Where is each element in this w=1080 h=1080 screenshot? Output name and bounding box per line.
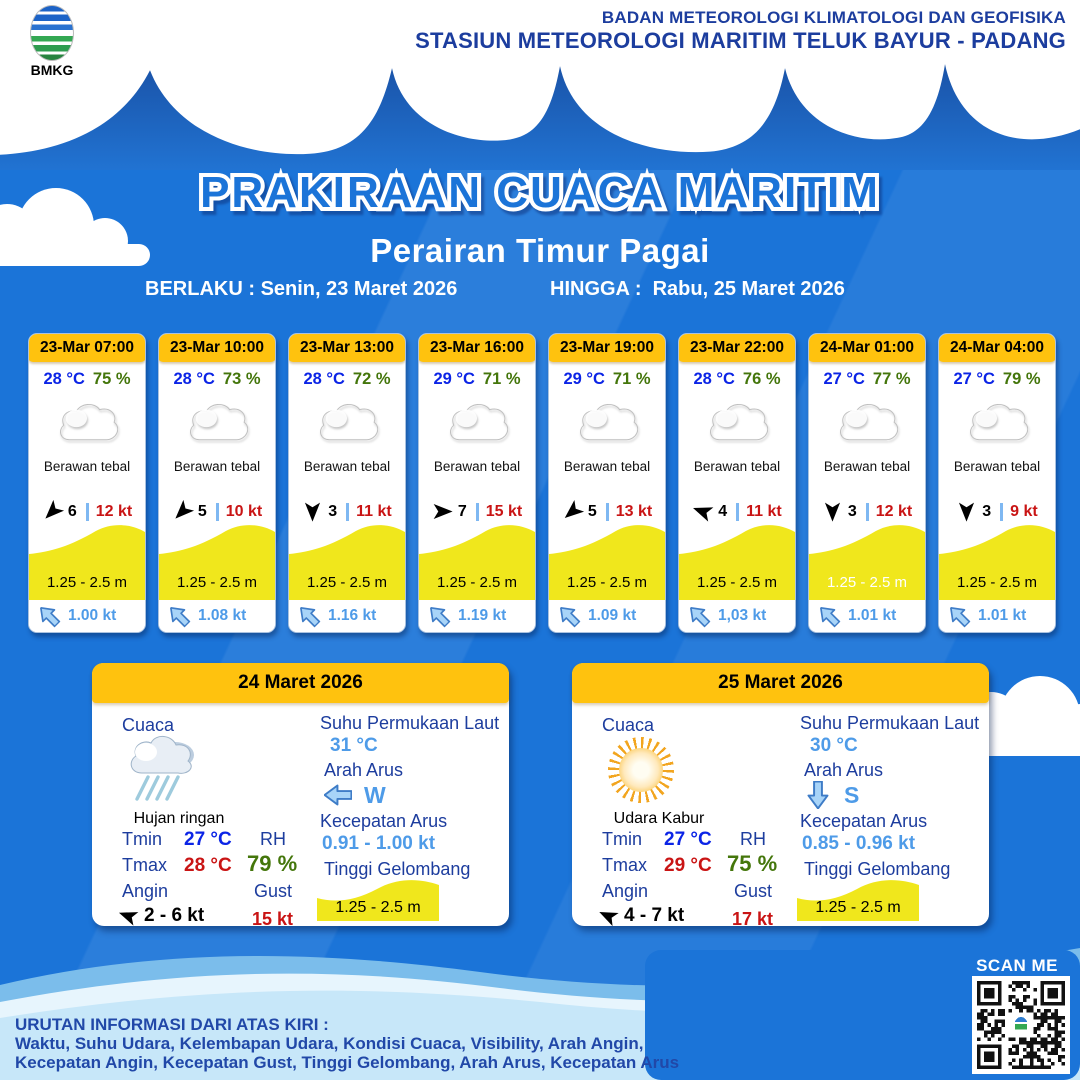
daily-date: 25 Maret 2026	[572, 663, 989, 703]
air-temperature: 27 °C	[823, 370, 865, 388]
weather-condition: Berawan tebal	[173, 459, 261, 474]
daily-forecast-card	[92, 663, 509, 929]
tmax-label: Tmax	[602, 855, 647, 875]
current-direction-icon	[552, 599, 586, 633]
validity-row	[0, 278, 1080, 304]
wave-height-section	[549, 524, 665, 600]
wind-row	[118, 905, 204, 927]
wave-height-section	[159, 524, 275, 600]
divider	[1000, 503, 1003, 521]
hourly-forecast-card	[28, 333, 146, 633]
tmax-value: 29 °C	[664, 855, 712, 876]
wave-height-section	[809, 524, 925, 600]
forecast-time: 23-Mar 22:00	[678, 333, 796, 362]
current-speed-value: 0.91 - 1.00 kt	[322, 833, 436, 854]
relative-humidity: 73 %	[222, 370, 261, 388]
bmkg-logo-label: BMKG	[30, 62, 74, 78]
current-row	[419, 600, 535, 632]
current-dir-label: Arah Arus	[324, 760, 404, 780]
hourly-forecast-card	[938, 333, 1056, 633]
wave-height: 1.25 - 2.5 m	[566, 574, 648, 591]
wind-range: 4 - 7 kt	[624, 905, 685, 926]
relative-humidity: 75 %	[92, 370, 131, 388]
forecast-time: 23-Mar 19:00	[548, 333, 666, 362]
wave-height-section	[679, 524, 795, 600]
wave-height-section	[419, 524, 535, 600]
current-row	[939, 600, 1055, 632]
hourly-forecast-card	[288, 333, 406, 633]
wind-row	[159, 501, 275, 522]
rh-value: 79 %	[247, 851, 298, 876]
current-direction-icon	[292, 599, 326, 633]
relative-humidity: 71 %	[612, 370, 651, 388]
cloud-icon	[966, 400, 1028, 446]
hourly-forecast-card	[548, 333, 666, 633]
current-dir-label: Arah Arus	[804, 760, 884, 780]
wind-speed: 11 kt	[746, 502, 782, 520]
cuaca-label: Cuaca	[602, 715, 655, 735]
relative-humidity: 71 %	[482, 370, 521, 388]
wave-height-box	[797, 876, 919, 921]
wave-height: 1.25 - 2.5 m	[176, 574, 258, 591]
current-speed: 1.16 kt	[328, 607, 377, 624]
wind-row	[549, 501, 665, 522]
daily-date: 24 Maret 2026	[92, 663, 509, 703]
wind-range: 2 - 6 kt	[144, 905, 205, 926]
cloud-icon	[316, 400, 378, 446]
current-speed: 1.19 kt	[458, 607, 507, 624]
current-row	[679, 600, 795, 632]
divider	[346, 503, 349, 521]
hourly-forecast-card	[678, 333, 796, 633]
wave-height: 1.25 - 2.5 m	[46, 574, 128, 591]
temp-humidity-row	[159, 370, 275, 389]
weather-condition: Berawan tebal	[563, 459, 651, 474]
legend-line1: Waktu, Suhu Udara, Kelembapan Udara, Kondisi Cuaca, Visibility, Arah Angin,	[15, 1034, 644, 1053]
wave-height-section	[939, 524, 1055, 600]
wave-height: 1.25 - 2.5 m	[696, 574, 778, 591]
wave-height-value: 1.25 - 2.5 m	[815, 899, 901, 916]
qr-center-logo	[1013, 1015, 1029, 1031]
wind-speed: 10 kt	[225, 502, 263, 520]
wind-row	[809, 501, 925, 522]
legend-info	[15, 1015, 679, 1072]
qr-code	[972, 976, 1070, 1074]
divider	[606, 503, 609, 521]
current-speed: 1.01 kt	[848, 607, 897, 624]
relative-humidity: 77 %	[872, 370, 911, 388]
current-direction-icon	[804, 781, 832, 809]
top-wave-decoration	[0, 58, 1080, 170]
cloud-icon	[186, 400, 248, 446]
rh-label: RH	[740, 829, 766, 849]
rh-value: 75 %	[727, 851, 778, 876]
temp-humidity-row	[939, 370, 1055, 389]
bmkg-logo	[20, 5, 84, 78]
weather-icon	[122, 735, 202, 805]
area-title: Perairan Timur Pagai	[370, 232, 710, 269]
temp-humidity-row	[679, 370, 795, 389]
wind-direction-icon	[956, 501, 977, 522]
wind-row	[679, 501, 795, 522]
current-direction-icon	[422, 599, 456, 633]
hourly-forecast-card	[158, 333, 276, 633]
scan-me-label: SCAN ME	[976, 956, 1058, 975]
sun-icon	[608, 737, 674, 803]
wind-direction-icon	[302, 501, 323, 522]
rain-cloud-icon	[122, 735, 202, 805]
weather-condition: Berawan tebal	[953, 459, 1041, 474]
current-speed-label: Kecepatan Arus	[800, 811, 928, 831]
wave-height-section	[29, 524, 145, 600]
tmax-label: Tmax	[122, 855, 167, 875]
divider	[476, 503, 479, 521]
sst-value: 31 °C	[330, 735, 378, 756]
gust-value: 15 kt	[252, 909, 294, 929]
current-direction-row	[804, 781, 859, 809]
wind-direction-icon	[689, 498, 716, 525]
forecast-time: 23-Mar 10:00	[158, 333, 276, 362]
current-direction-letter: W	[364, 781, 386, 808]
agency-name: BADAN METEOROLOGI KLIMATOLOGI DAN GEOFISIKA	[601, 8, 1066, 27]
wind-speed: 13 kt	[615, 502, 653, 520]
current-direction-icon	[32, 599, 66, 633]
current-speed: 1.09 kt	[588, 607, 637, 624]
tmin-label: Tmin	[122, 829, 162, 849]
air-temperature: 28 °C	[173, 370, 215, 388]
weather-condition: Berawan tebal	[303, 459, 391, 474]
forecast-time: 24-Mar 01:00	[808, 333, 926, 362]
page-title: PRAKIRAAN CUACA MARITIM	[200, 168, 880, 217]
divider	[736, 503, 739, 521]
current-direction-icon	[682, 599, 716, 633]
tmin-label: Tmin	[602, 829, 642, 849]
forecast-time: 23-Mar 07:00	[28, 333, 146, 362]
wind-row	[419, 501, 535, 522]
divider	[216, 503, 219, 521]
wind-speed: 9 kt	[1010, 502, 1038, 520]
visibility-value: 3	[847, 502, 857, 520]
visibility-value: 6	[67, 502, 77, 520]
wind-speed: 11 kt	[356, 502, 392, 520]
wave-label: Tinggi Gelombang	[324, 859, 471, 879]
current-direction-row	[324, 781, 386, 809]
air-temperature: 29 °C	[433, 370, 475, 388]
visibility-value: 3	[982, 502, 992, 520]
current-speed-label: Kecepatan Arus	[320, 811, 448, 831]
wind-direction-icon	[167, 497, 197, 527]
qr-panel	[645, 950, 1080, 1080]
angin-label: Angin	[122, 881, 169, 901]
wind-row	[598, 905, 684, 927]
current-row	[809, 600, 925, 632]
temp-humidity-row	[419, 370, 535, 389]
relative-humidity: 79 %	[1002, 370, 1041, 388]
wind-speed: 12 kt	[95, 502, 133, 520]
air-temperature: 28 °C	[693, 370, 735, 388]
daily-condition: Udara Kabur	[613, 810, 705, 827]
wind-direction-icon	[37, 497, 67, 527]
cloud-icon	[706, 400, 768, 446]
current-direction-icon	[162, 599, 196, 633]
temp-humidity-row	[29, 370, 145, 389]
current-direction-icon	[812, 599, 846, 633]
cuaca-label: Cuaca	[122, 715, 175, 735]
agency-header	[415, 8, 1066, 54]
wave-height-box	[317, 876, 439, 921]
legend-line2: Kecepatan Angin, Kecepatan Gust, Tinggi Gelombang, Arah Arus, Kecepatan Arus	[15, 1053, 680, 1072]
sst-value: 30 °C	[810, 735, 858, 756]
angin-label: Angin	[602, 881, 649, 901]
wind-direction-icon	[558, 497, 588, 527]
cloud-icon	[446, 400, 508, 446]
tmin-value: 27 °C	[664, 829, 712, 850]
current-speed: 1.08 kt	[198, 607, 247, 624]
wind-row	[939, 501, 1055, 522]
air-temperature: 28 °C	[303, 370, 345, 388]
daily-condition: Hujan ringan	[133, 810, 225, 827]
visibility-value: 5	[197, 502, 207, 520]
current-speed: 1.01 kt	[978, 607, 1027, 624]
wind-row	[289, 501, 405, 522]
air-temperature: 29 °C	[563, 370, 605, 388]
wind-direction-icon	[115, 903, 141, 929]
air-temperature: 28 °C	[43, 370, 85, 388]
hourly-forecast-card	[418, 333, 536, 633]
cloud-icon	[836, 400, 898, 446]
forecast-time: 23-Mar 13:00	[288, 333, 406, 362]
wave-height: 1.25 - 2.5 m	[956, 574, 1038, 591]
gust-label: Gust	[254, 881, 293, 901]
wave-height: 1.25 - 2.5 m	[826, 574, 908, 591]
weather-condition: Berawan tebal	[693, 459, 781, 474]
current-row	[159, 600, 275, 632]
weather-condition: Berawan tebal	[823, 459, 911, 474]
daily-forecast-card	[572, 663, 989, 929]
wave-height: 1.25 - 2.5 m	[436, 574, 518, 591]
temp-humidity-row	[809, 370, 925, 389]
current-speed: 1.00 kt	[68, 607, 117, 624]
relative-humidity: 76 %	[742, 370, 781, 388]
cloud-icon	[576, 400, 638, 446]
forecast-time: 24-Mar 04:00	[938, 333, 1056, 362]
current-row	[29, 600, 145, 632]
current-row	[289, 600, 405, 632]
hourly-forecast-card	[808, 333, 926, 633]
rh-label: RH	[260, 829, 286, 849]
wind-direction-icon	[595, 903, 622, 930]
wind-speed: 15 kt	[485, 502, 523, 520]
valid-to: HINGGA : Rabu, 25 Maret 2026	[550, 278, 845, 300]
wind-direction-icon	[432, 501, 453, 522]
divider	[866, 503, 869, 521]
wind-speed: 12 kt	[875, 502, 913, 520]
gust-value: 17 kt	[732, 909, 774, 929]
visibility-value: 4	[718, 502, 728, 520]
cloud-icon	[56, 400, 118, 446]
tmin-value: 27 °C	[184, 829, 232, 850]
station-name: STASIUN METEOROLOGI MARITIM TELUK BAYUR - PADANG	[415, 28, 1066, 53]
visibility-value: 5	[587, 502, 597, 520]
current-row	[549, 600, 665, 632]
current-speed-value: 0.85 - 0.96 kt	[802, 833, 916, 854]
current-direction-icon	[942, 599, 976, 633]
forecast-time: 23-Mar 16:00	[418, 333, 536, 362]
wave-height-value: 1.25 - 2.5 m	[335, 899, 421, 916]
wind-direction-icon	[822, 501, 843, 522]
wave-height-section	[289, 524, 405, 600]
current-speed: 1,03 kt	[718, 607, 767, 624]
weather-condition: Berawan tebal	[43, 459, 131, 474]
gust-label: Gust	[734, 881, 773, 901]
current-direction-icon	[324, 781, 352, 809]
visibility-value: 3	[328, 502, 338, 520]
sst-label: Suhu Permukaan Laut	[800, 713, 980, 733]
visibility-value: 7	[457, 502, 467, 520]
valid-from: BERLAKU : Senin, 23 Maret 2026	[145, 278, 458, 300]
wave-height: 1.25 - 2.5 m	[306, 574, 388, 591]
relative-humidity: 72 %	[352, 370, 391, 388]
weather-icon	[602, 735, 682, 805]
weather-condition: Berawan tebal	[433, 459, 521, 474]
tmax-value: 28 °C	[184, 855, 232, 876]
wind-row	[29, 501, 145, 522]
temp-humidity-row	[549, 370, 665, 389]
hourly-cards-row	[28, 333, 1056, 633]
title-block	[0, 168, 1080, 270]
legend-title: URUTAN INFORMASI DARI ATAS KIRI :	[15, 1015, 329, 1034]
bmkg-logo-icon	[30, 5, 74, 61]
air-temperature: 27 °C	[953, 370, 995, 388]
temp-humidity-row	[289, 370, 405, 389]
sst-label: Suhu Permukaan Laut	[320, 713, 500, 733]
wave-label: Tinggi Gelombang	[804, 859, 951, 879]
divider	[86, 503, 89, 521]
current-direction-letter: S	[844, 781, 860, 808]
